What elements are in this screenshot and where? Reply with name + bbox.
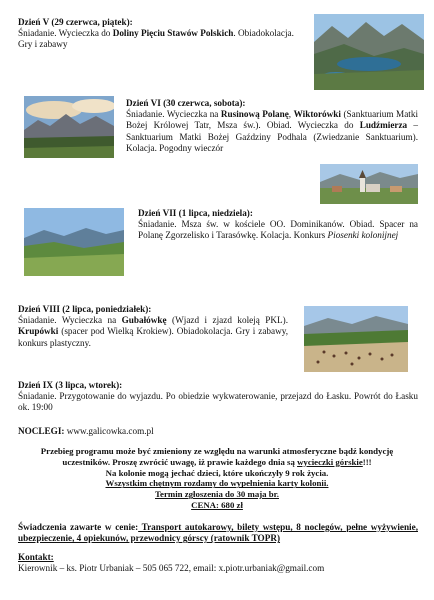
day6-text-2: , (288, 109, 294, 120)
day7-section (138, 208, 418, 242)
day7-heading: Dzień VII (1 lipca, niedziela): (138, 208, 253, 218)
noclegi-line (18, 426, 418, 437)
kontakt-label: Kontakt: (18, 552, 54, 562)
mountain-lakes-photo (314, 14, 424, 90)
day6-bold-3: Ludźmierza (359, 120, 408, 131)
notice-line-4: Wszystkim chętnym rozdamy do wypełnienia karty kolonii. (105, 478, 329, 489)
day9-section (18, 380, 418, 414)
day8-text-1: Śniadanie. Wycieczka na (18, 315, 122, 326)
day5-bold-1: Doliny Pięciu Stawów Polskich (112, 28, 234, 39)
swiadczenia-block (18, 522, 418, 544)
day8-section (18, 304, 288, 349)
price-line: CENA: 680 zł (191, 499, 243, 510)
notice-line-5: Termin zgłoszenia do 30 maja br. (155, 489, 279, 500)
day7-italic-1: Piosenki kolonijnej (327, 230, 399, 241)
swiadczenia-label: Świadczenia zawarte w cenie: (18, 522, 139, 532)
day8-text-3: (spacer pod Wielką Krokiew). Obiadokolacja. Gry i zabawy, konkurs plastyczny. (18, 326, 288, 348)
day6-text-1: Śniadanie. Wycieczka na (126, 109, 221, 120)
kontakt-text: Kierownik – ks. Piotr Urbaniak – 505 065 722, email: x.piotr.urbaniak@gmail.com (18, 563, 325, 574)
gubalowka-crowd-photo (304, 306, 408, 372)
day6-section (126, 98, 418, 154)
swiadczenia-value: Transport autokarowy, bilety wstępu, 8 noclegów, pełne wyżywienie, ubezpieczenie, 4 opiekunów, przewodnicy górscy (ratownik TOPR) (18, 522, 418, 544)
tatra-panorama-photo (24, 96, 114, 158)
day5-text (18, 28, 294, 49)
notice-mountain-trips: wycieczki górskie (297, 456, 363, 467)
day6-text-4: – Sanktuarium Matki Bożej Gaździny Podhala (Zwiedzanie Sanktuarium). Kolacja. Pogodny wieczór (126, 120, 418, 153)
day8-bold-2: Krupówki (18, 326, 59, 337)
day7-text-1: Śniadanie. Msza św. w kościele OO. Dominikanów. Obiad. Spacer na Polanę Zgorzelisko i Tarasówkę. Kolacja. Konkurs (138, 219, 418, 241)
day6-bold-1: Rusinową Polanę (220, 109, 289, 120)
day9-text: Śniadanie. Przygotowanie do wyjazdu. Po obiedzie wykwaterowanie, przejazd do Łasku. Powrót do Łasku ok. 19:00 (18, 391, 418, 413)
day5-text-2: . Obiadokolacja. Gry i zabawy (18, 28, 294, 50)
village-church-photo (320, 164, 418, 204)
notice-block (8, 446, 426, 511)
notice-line-1: Przebieg programu może być zmieniony ze względu na warunki atmosferyczne bądź kondycję (40, 446, 394, 456)
day6-text-3: (Sanktuarium Matki Bożej Królowej Tatr, Msza św.). Obiad. Wycieczka do (126, 109, 418, 131)
day6-heading: Dzień VI (30 czerwca, sobota): (126, 98, 246, 108)
notice-line-2a: uczestników. Proszę zwrócić uwagę, iż prawie każdego dnia są (62, 456, 298, 467)
day9-heading: Dzień IX (3 lipca, wtorek): (18, 380, 123, 390)
day5-text-1: Śniadanie. Wycieczka do (18, 28, 113, 39)
day8-text-2: (Wjazd i zjazd koleją PKL). (166, 315, 288, 326)
notice-line-2c: !!! (362, 456, 372, 467)
kontakt-block (18, 552, 418, 574)
day8-bold-1: Gubałówkę (121, 315, 167, 326)
notice-line-2 (8, 457, 426, 468)
noclegi-label: NOCLEGI: (18, 426, 65, 436)
meadow-mountains-photo (24, 208, 124, 276)
day5-section (18, 17, 300, 51)
notice-line-3: Na kolonie mogą jechać dzieci, które ukończyły 9 rok życia. (105, 467, 329, 478)
day5-heading: Dzień V (29 czerwca, piątek): (18, 17, 133, 27)
noclegi-link[interactable]: www.galicowka.com.pl (66, 426, 154, 436)
day6-bold-2: Wiktorówki (293, 109, 341, 120)
day8-heading: Dzień VIII (2 lipca, poniedziałek): (18, 304, 152, 314)
